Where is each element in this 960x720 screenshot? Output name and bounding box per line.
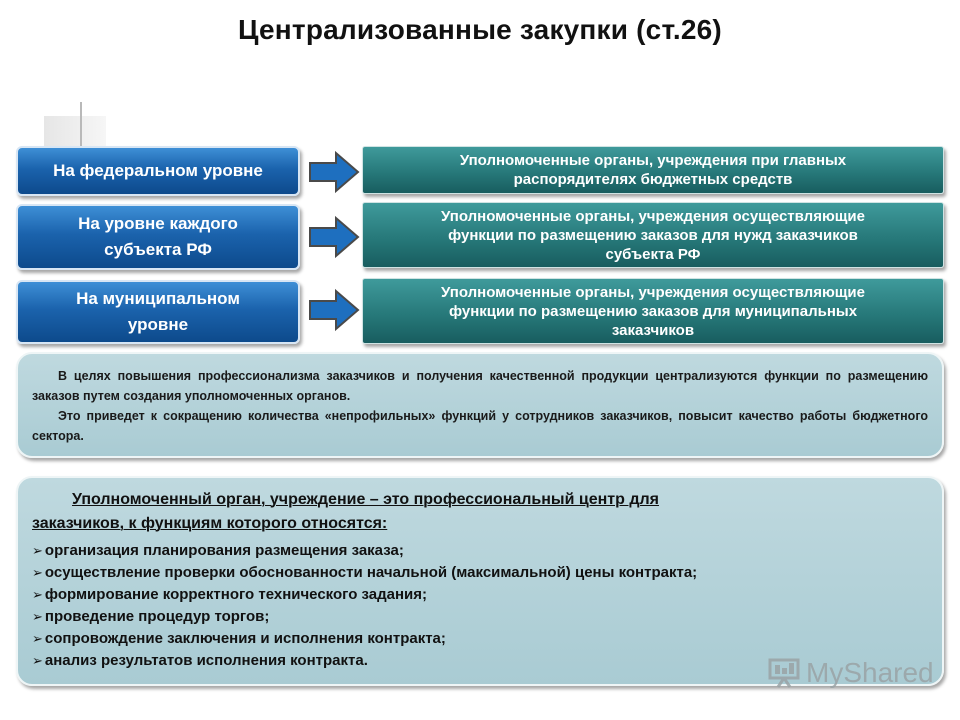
info-panel [16, 352, 944, 458]
target-subject-line-3: субъекта РФ [605, 245, 701, 263]
level-municipal [16, 280, 300, 344]
bullet-arrow-icon: ➢ [32, 543, 43, 558]
list-item [32, 540, 924, 562]
bullet-arrow-icon: ➢ [32, 609, 43, 624]
bullet-arrow-icon: ➢ [32, 631, 43, 646]
level-subject-line-1: На уровне каждого [78, 214, 238, 233]
bullet-arrow-icon: ➢ [32, 587, 43, 602]
functions-panel [16, 476, 944, 686]
functions-lead-line-1: Уполномоченный орган, учреждение – это профессиональный центр для [72, 491, 659, 508]
watermark-text: MyShared [806, 657, 934, 688]
target-municipal-line-1: Уполномоченные органы, учреждения осуществляющие [441, 283, 865, 301]
list-item [32, 606, 924, 628]
info-paragraph-2: Это приведет к сокращению количества «непрофильных» функций у сотрудников заказчиков, повысит качество работы бюджетного сектора. [32, 409, 928, 443]
decorative-square [44, 116, 106, 146]
level-subject [16, 204, 300, 270]
list-item-text: осуществление проверки обоснованности начальной (максимальной) цены контракта; [44, 564, 698, 581]
list-item [32, 562, 924, 584]
info-paragraph-1: В целях повышения профессионализма заказчиков и получения качественной продукции централизуются функции по размещению заказов путем создания уполномоченных органов. [32, 369, 928, 403]
target-subject [362, 202, 944, 268]
target-federal-line-1: Уполномоченные органы, учреждения при главных [459, 152, 847, 169]
bullet-arrow-icon: ➢ [32, 565, 43, 580]
level-municipal-line-2: уровне [127, 315, 189, 334]
list-item-text: организация планирования размещения заказа; [44, 542, 404, 559]
bullet-arrow-icon: ➢ [32, 653, 43, 668]
list-item [32, 628, 924, 650]
level-subject-line-2: субъекта РФ [104, 240, 212, 259]
right-arrow-icon [308, 150, 360, 194]
target-municipal-line-3: заказчиков [611, 321, 695, 339]
level-federal [16, 146, 300, 196]
presentation-icon [768, 658, 800, 688]
functions-list [32, 540, 924, 672]
target-federal [362, 146, 944, 194]
list-item-text: проведение процедур торгов; [44, 608, 270, 625]
slide-title: Централизованные закупки (ст.26) [238, 14, 722, 45]
list-item [32, 584, 924, 606]
right-arrow-icon [308, 288, 360, 332]
right-arrow-icon [308, 215, 360, 259]
functions-lead-line-2: заказчиков, к функциям которого относятся: [32, 515, 388, 532]
functions-lead [32, 488, 924, 536]
target-subject-line-1: Уполномоченные органы, учреждения осуществляющие [441, 207, 865, 225]
level-municipal-line-1: На муниципальном [76, 289, 240, 308]
target-municipal [362, 278, 944, 344]
list-item-text: сопровождение заключения и исполнения контракта; [44, 630, 446, 647]
watermark [768, 656, 934, 690]
target-federal-line-2: распорядителях бюджетных средств [513, 171, 793, 188]
level-federal-label: На федеральном уровне [53, 161, 263, 180]
target-municipal-line-2: функции по размещению заказов для муниципальных [448, 302, 858, 320]
list-item-text: формирование корректного технического задания; [44, 586, 428, 603]
list-item-text: анализ результатов исполнения контракта. [44, 652, 368, 669]
target-subject-line-2: функции по размещению заказов для нужд заказчиков [448, 226, 858, 244]
